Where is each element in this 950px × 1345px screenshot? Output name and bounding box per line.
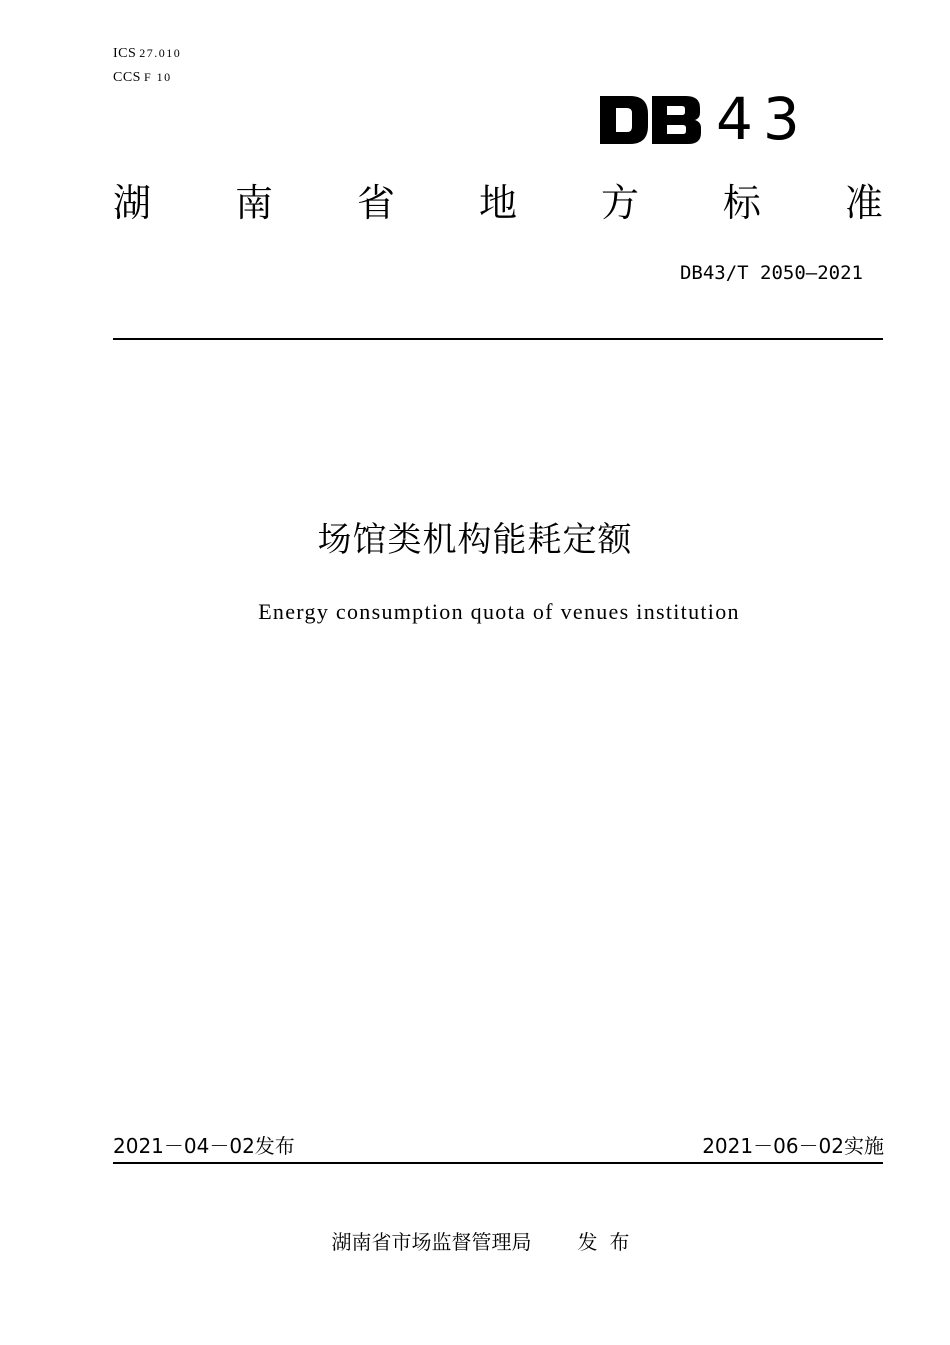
publisher-action: 发布 <box>577 1230 642 1254</box>
standard-number: DB43/T 2050—2021 <box>679 262 863 284</box>
document-title-chinese: 场馆类机构能耗定额 <box>317 520 633 560</box>
db-region-code: 43 <box>716 85 810 153</box>
standard-type-char: 湖 <box>113 181 152 225</box>
db-logo <box>600 96 702 144</box>
ics-label: ICS <box>113 46 137 61</box>
ccs-label: CCS <box>113 70 141 85</box>
bottom-divider <box>113 1162 883 1164</box>
standard-type-char: 地 <box>478 181 517 225</box>
ccs-code: F 10 <box>143 70 172 84</box>
publisher-line <box>0 1227 950 1257</box>
standard-type-char: 标 <box>722 181 761 225</box>
standard-type-char: 南 <box>234 181 273 225</box>
ics-code: 27.010 <box>139 46 182 60</box>
issue-date: 2021－04－02 <box>113 1134 255 1158</box>
standard-type-char: 省 <box>356 181 395 225</box>
publisher-name: 湖南省市场监督管理局 <box>331 1230 532 1254</box>
ccs-code-line <box>113 70 172 86</box>
implementation-date-line <box>702 1132 884 1160</box>
ics-code-line <box>113 46 181 62</box>
standard-type-char: 方 <box>600 181 639 225</box>
issue-date-line <box>113 1132 295 1160</box>
issue-label: 发布 <box>254 1134 295 1158</box>
db-standard-mark <box>600 85 810 153</box>
implementation-date: 2021－06－02 <box>702 1134 844 1158</box>
standard-type-title <box>113 178 883 228</box>
implementation-label: 实施 <box>844 1134 884 1158</box>
top-divider <box>113 338 883 340</box>
document-title-english: Energy consumption quota of venues institution <box>258 599 740 624</box>
standard-type-char: 准 <box>844 181 883 225</box>
